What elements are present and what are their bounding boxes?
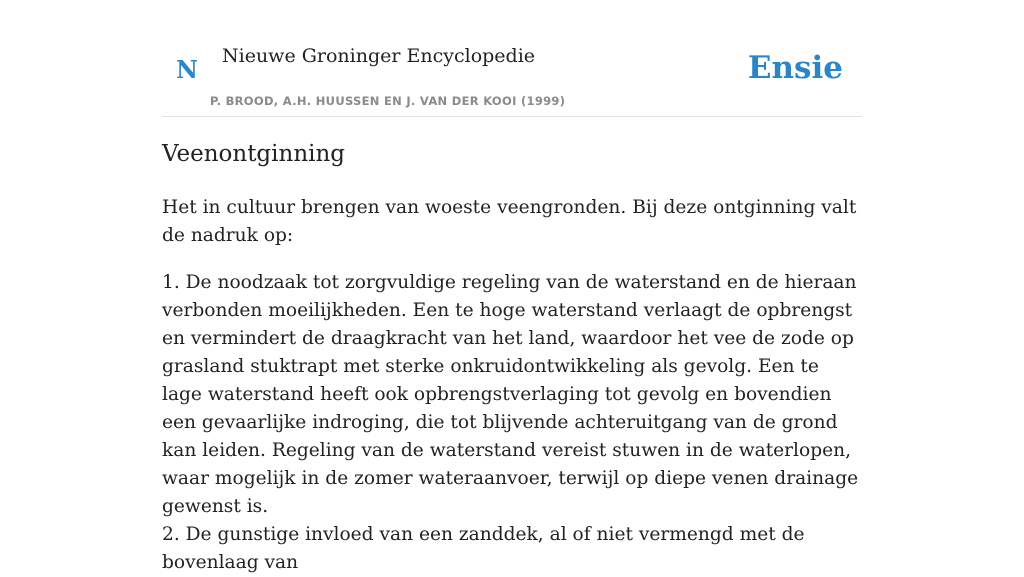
ensie-brand-logo[interactable]: Ensie: [747, 50, 843, 86]
encyclopedia-logo[interactable]: N: [176, 55, 198, 84]
encyclopedia-title[interactable]: Nieuwe Groninger Encyclopedie: [222, 45, 536, 67]
article-point-1: 1. De noodzaak tot zorgvuldige regeling van de waterstand en de hieraan verbonden moeilijkheden. Een te hoge waterstand verlaagt de opbrengst en vermindert de draagkracht van het land, waardoor het vee de zode op grasland stuktrapt met sterke onkruidontwikkeling als gevolg. Een te lage waterstand heeft ook opbrengstverlaging tot gevolg en bovendien een gevaarlijke indroging, die tot blijvende achteruitgang van de grond kan leiden. Regeling van de waterstand vereist stuwen in de waterlopen, waar mogelijk in de zomer wateraanvoer, terwijl op diepe venen drainage gewenst is.: [162, 272, 859, 517]
article-intro: Het in cultuur brengen van woeste veengronden. Bij deze ontginning valt de nadruk op:: [162, 197, 857, 246]
encyclopedia-authors: P. BROOD, A.H. HUUSSEN EN J. VAN DER KOOI (1999): [210, 94, 566, 108]
article-point-2: 2. De gunstige invloed van een zanddek, al of niet vermengd met de bovenlaag van: [162, 524, 805, 573]
encyclopedia-header: [162, 0, 862, 117]
article-body: [162, 138, 862, 577]
article-title: Veenontginning: [162, 141, 346, 167]
